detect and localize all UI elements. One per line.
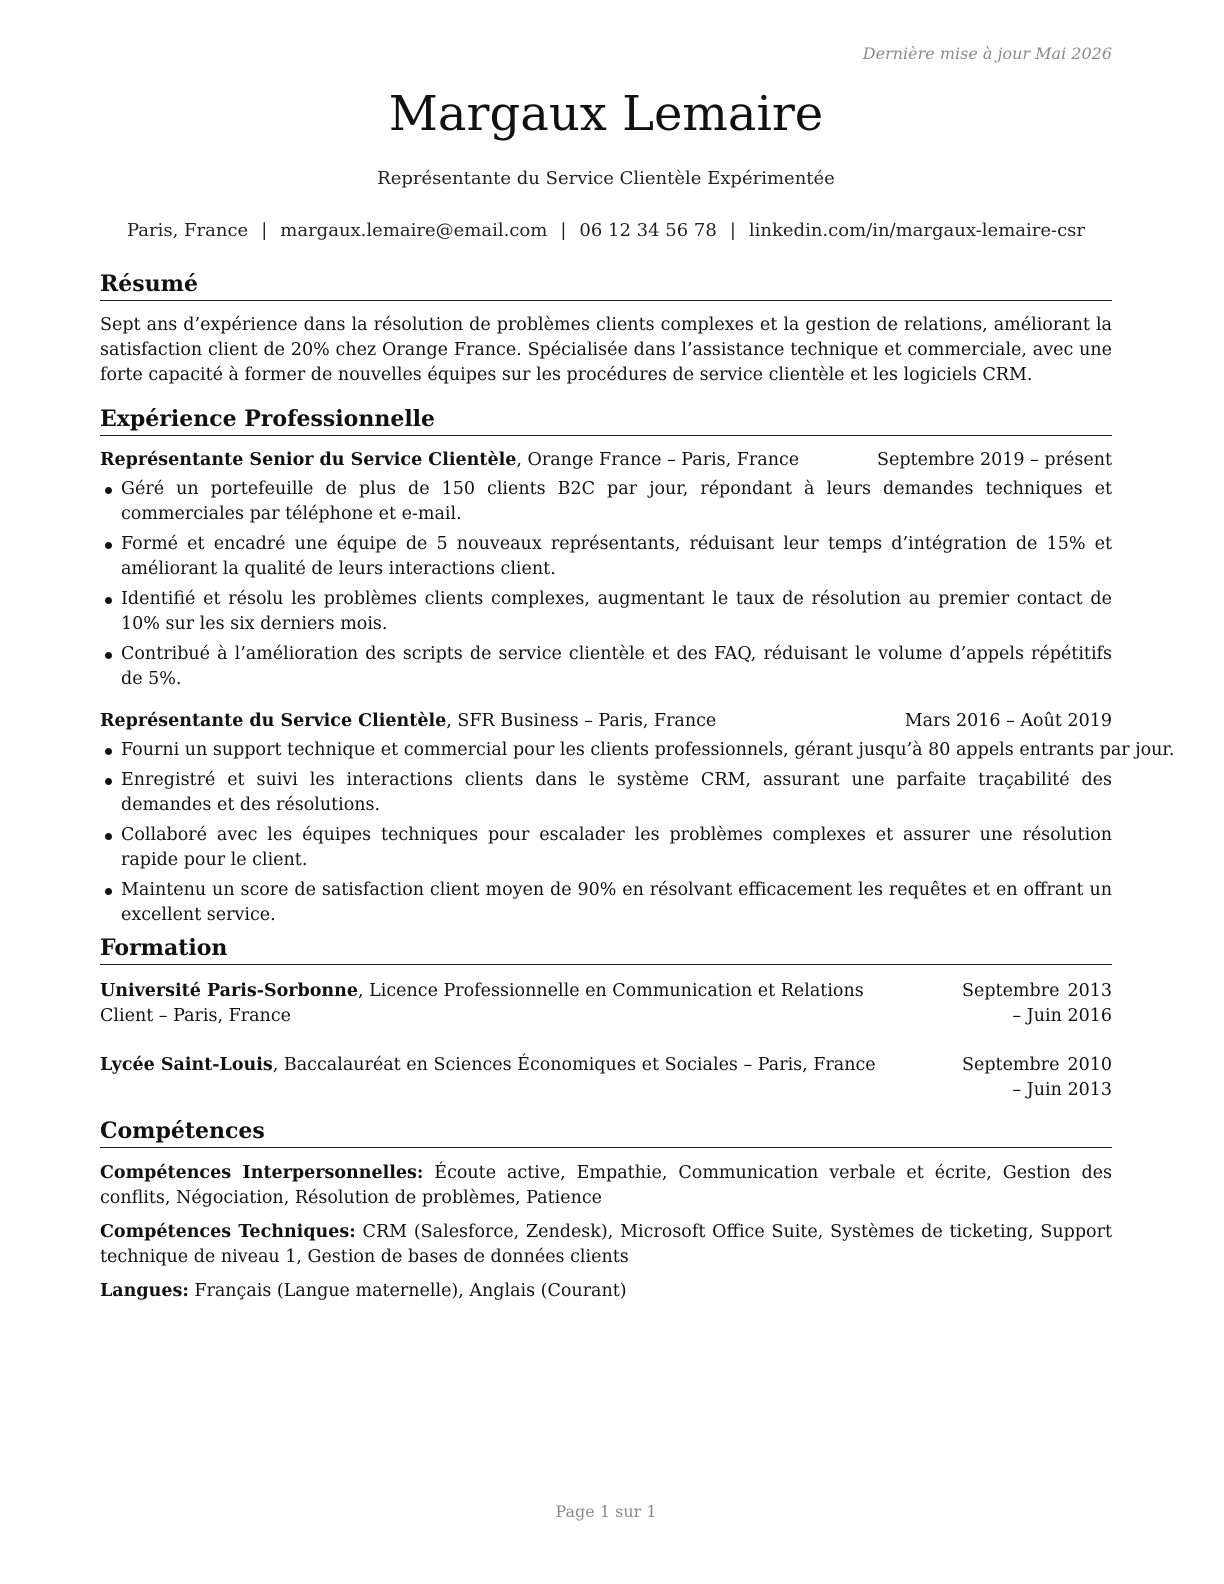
- job-bullet: Formé et encadré une équipe de 5 nouveaux représentants, réduisant leur temps d’intégration de 15% et améliorant la qualité de leurs interactions client.: [100, 532, 1112, 582]
- contact-location: Paris, France: [126, 220, 249, 241]
- experience-section: [100, 405, 1175, 933]
- contact-linkedin[interactable]: linkedin.com/in/margaux-lemaire-csr: [748, 220, 1086, 241]
- job-dates: Mars 2016 – Août 2019: [904, 711, 1112, 731]
- experience-heading: Expérience Professionnelle: [100, 405, 1112, 436]
- candidate-headline: Représentante du Service Clientèle Expérimentée: [377, 168, 835, 189]
- job-bullet: Identifié et résolu les problèmes clients complexes, augmentant le taux de résolution au premier contact de 10% sur les six derniers mois.: [100, 587, 1112, 637]
- contact-phone: 06 12 34 56 78: [579, 220, 717, 241]
- skill-label: Langues:: [100, 1281, 189, 1301]
- skill-group: [100, 1161, 1112, 1211]
- summary-heading: Résumé: [100, 270, 1112, 301]
- job-entry: [100, 709, 1175, 928]
- contact-separator: |: [560, 220, 567, 241]
- job-bullet: Collaboré avec les équipes techniques pour escalader les problèmes complexes et assurer une résolution rapide pour le client.: [100, 823, 1112, 873]
- job-bullet: Contribué à l’amélioration des scripts de service clientèle et des FAQ, réduisant le volume d’appels répétitifs de 5%.: [100, 642, 1112, 692]
- contact-separator: |: [729, 220, 736, 241]
- summary-section: [100, 270, 1112, 388]
- skill-text: CRM (Salesforce, Zendesk), Microsoft Office Suite, Systèmes de ticketing, Support technique de niveau 1, Gestion de bases de données clients: [100, 1222, 1112, 1267]
- last-updated: Dernière mise à jour Mai 2026: [862, 44, 1112, 63]
- job-header: [100, 448, 1112, 473]
- contact-line: [100, 220, 1112, 241]
- education-heading: Formation: [100, 934, 1112, 965]
- skill-group: [100, 1279, 1112, 1304]
- job-bullets: [100, 738, 1175, 928]
- job-entry: [100, 448, 1112, 692]
- job-bullet: Maintenu un score de satisfaction client moyen de 90% en résolvant efficacement les requêtes et en offrant un excellent service.: [100, 878, 1112, 928]
- page-number: Page 1 sur 1: [555, 1502, 657, 1521]
- education-section: [100, 934, 1112, 1103]
- skill-label: Compétences Interpersonnelles:: [100, 1163, 424, 1183]
- skills-section: [100, 1117, 1112, 1313]
- education-entry: [100, 979, 1112, 1029]
- job-dates: Septembre 2019 – présent: [877, 450, 1112, 470]
- skill-label: Compétences Techniques:: [100, 1222, 356, 1242]
- education-entry: [100, 1053, 1112, 1103]
- education-dates: Septembre 2010 – Juin 2013: [962, 1055, 1112, 1100]
- contact-email[interactable]: margaux.lemaire@email.com: [280, 220, 548, 241]
- skill-text: Français (Langue maternelle), Anglais (Courant): [188, 1281, 627, 1301]
- resume-page: [100, 0, 1175, 1584]
- job-org: , Orange France – Paris, France: [516, 450, 800, 470]
- skills-heading: Compétences: [100, 1117, 1112, 1148]
- candidate-name: Margaux Lemaire: [388, 86, 824, 142]
- contact-separator: |: [261, 220, 268, 241]
- job-org: , SFR Business – Paris, France: [446, 711, 717, 731]
- skill-text: Écoute active, Empathie, Communication verbale et écrite, Gestion des conflits, Négociation, Résolution de problèmes, Patience: [100, 1163, 1113, 1208]
- education-detail: , Licence Professionnelle en Communication et Relations Client – Paris, France: [100, 981, 864, 1026]
- skill-group: [100, 1220, 1112, 1270]
- job-role: Représentante du Service Clientèle: [100, 711, 447, 731]
- education-detail: , Baccalauréat en Sciences Économiques et Sociales – Paris, France: [272, 1055, 876, 1075]
- job-header: [100, 709, 1112, 734]
- job-bullet: Géré un portefeuille de plus de 150 clients B2C par jour, répondant à leurs demandes techniques et commerciales par téléphone et e-mail.: [100, 477, 1112, 527]
- job-bullet: Fourni un support technique et commercial pour les clients professionnels, gérant jusqu’à 80 appels entrants par jour.: [100, 738, 1112, 763]
- job-bullets: [100, 477, 1112, 692]
- job-role: Représentante Senior du Service Clientèle: [100, 450, 517, 470]
- summary-text: Sept ans d’expérience dans la résolution de problèmes clients complexes et la gestion de relations, améliorant la satisfaction client de 20% chez Orange France. Spécialisée dans l’assistance technique et commerciale, avec une forte capacité à former de nouvelles équipes sur les procédures de service clientèle et les logiciels CRM.: [100, 315, 1112, 385]
- education-school: Université Paris-Sorbonne: [100, 981, 358, 1001]
- education-dates: Septembre 2013 – Juin 2016: [962, 981, 1112, 1026]
- job-bullet: Enregistré et suivi les interactions clients dans le système CRM, assurant une parfaite traçabilité des demandes et des résolutions.: [100, 768, 1112, 818]
- education-school: Lycée Saint-Louis: [100, 1055, 273, 1075]
